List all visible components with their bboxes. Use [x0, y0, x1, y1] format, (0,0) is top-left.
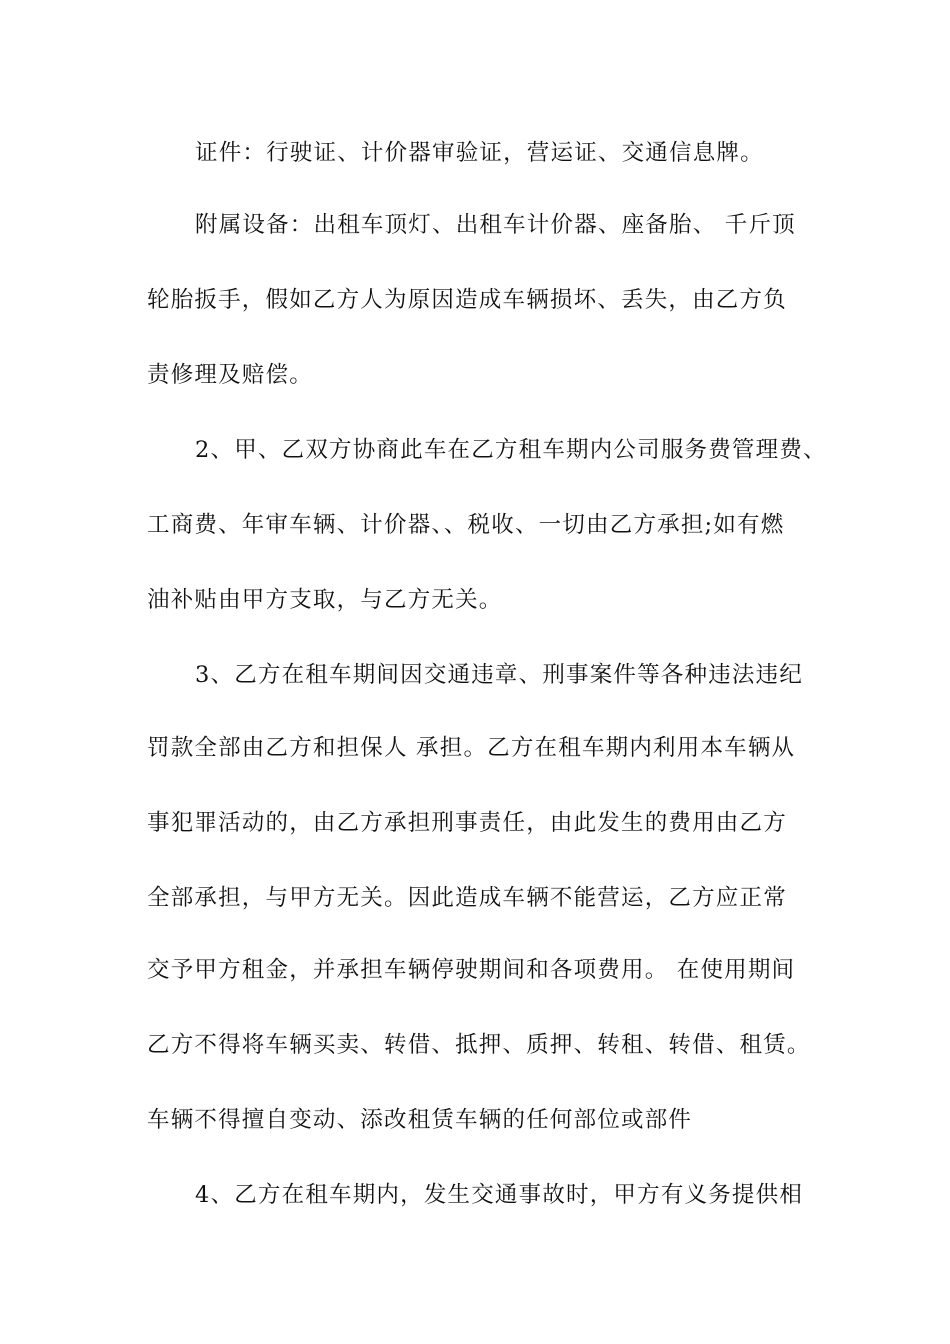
paragraph-line-12: 交予甲方租金，并承担车辆停驶期间和各项费用。 在使用期间 — [147, 957, 796, 983]
paragraph-line-5: 2、甲、乙双方协商此车在乙方租车期内公司服务费管理费、 — [195, 437, 827, 463]
paragraph-line-4: 责修理及赔偿。 — [147, 362, 313, 388]
paragraph-line-10: 事犯罪活动的，由乙方承担刑事责任，由此发生的费用由乙方 — [147, 810, 787, 836]
paragraph-line-15: 4、乙方在租车期内，发生交通事故时，甲方有义务提供相 — [195, 1182, 804, 1208]
paragraph-line-1: 证件：行驶证、计价器审验证，营运证、交通信息牌。 — [195, 140, 764, 166]
paragraph-line-6: 工商费、年审车辆、计价器、、税收、一切由乙方承担;如有燃 — [147, 512, 785, 538]
paragraph-line-11: 全部承担，与甲方无关。因此造成车辆不能营运，乙方应正常 — [147, 885, 787, 911]
paragraph-line-14: 车辆不得擅自变动、添改租赁车辆的任何部位或部件 — [147, 1107, 693, 1133]
paragraph-line-9: 罚款全部由乙方和担保人 承担。乙方在租车期内利用本车辆从 — [147, 735, 796, 761]
paragraph-line-3: 轮胎扳手，假如乙方人为原因造成车辆损坏、丢失，由乙方负 — [147, 287, 787, 313]
paragraph-line-7: 油补贴由甲方支取，与乙方无关。 — [147, 587, 503, 613]
paragraph-line-8: 3、乙方在租车期间因交通违章、刑事案件等各种违法违纪 — [195, 662, 804, 688]
paragraph-line-2: 附属设备：出租车顶灯、出租车计价器、座备胎、 千斤顶 — [195, 212, 796, 238]
paragraph-line-13: 乙方不得将车辆买卖、转借、抵押、质押、转租、转借、租赁。 — [147, 1032, 811, 1058]
